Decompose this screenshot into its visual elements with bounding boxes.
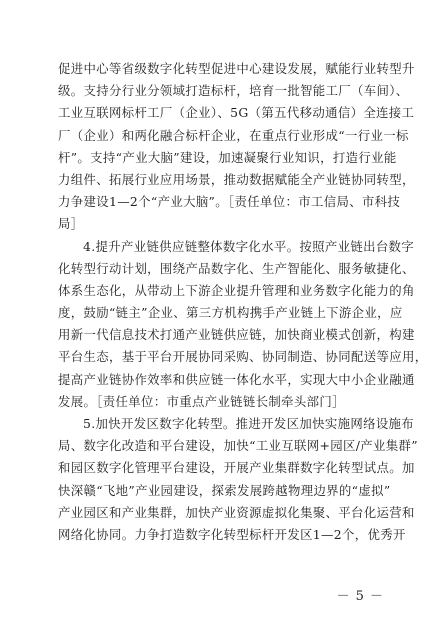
- text-line: 提高产业链协作效率和供应链一体化水平，实现大中小企业融通: [58, 371, 415, 387]
- page-number: － 5 －: [336, 589, 384, 604]
- text-line: 力组件、拓展行业应用场景，推动数据赋能全产业链协同转型，: [58, 171, 415, 187]
- text-line: 级。支持分行业分领域打造标杆，培育一批智能工厂（车间）、: [58, 83, 409, 99]
- text-line: 网络化协同。力争打造数字化转型标杆开发区1—2个，优秀开: [58, 526, 406, 542]
- document-body: [58, 58, 428, 546]
- text-line: 4.提升产业链供应链整体数字化水平。按照产业链出台数字: [83, 238, 415, 254]
- text-line: 化转型行动计划，围绕产品数字化、生产智能化、服务敏捷化、: [58, 260, 415, 276]
- text-line: 度，鼓励“链主”企业、第三方机构携手产业链上下游企业，应: [58, 305, 403, 321]
- text-line: 力争建设1—2个“产业大脑”。［责任单位：市工信局、市科技: [58, 194, 401, 210]
- text-line: 体系生态化，从带动上下游企业提升管理和业务数字化能力的角: [58, 282, 415, 298]
- text-line: 产业园区和产业集群，加快产业资源虚拟化集聚、平台化运营和: [58, 504, 415, 520]
- text-line: 厂（企业）和两化融合标杆企业，在重点行业形成“一行业一标: [58, 127, 409, 143]
- text-line: 5.加快开发区数字化转型。推进开发区加快实施网络设施布: [83, 416, 415, 431]
- text-line: 和园区数字化管理平台建设，开展产业集群数字化转型试点。加: [58, 460, 415, 476]
- text-line: 局］: [58, 216, 84, 232]
- text-line: 工业互联网标杆工厂（企业）、5G（第五代移动通信）全连接工: [58, 105, 415, 121]
- text-line: 发展。［责任单位：市重点产业链链长制牵头部门］: [58, 393, 345, 409]
- text-line: 平台生态，基于平台开展协同采购、协同制造、协同配送等应用，: [58, 349, 428, 365]
- text-line: 快深赣“飞地”产业园建设，探索发展跨越物理边界的“虚拟”: [58, 482, 391, 498]
- text-line: 促进中心等省级数字化转型促进中心建设发展，赋能行业转型升: [58, 61, 415, 76]
- text-line: 用新一代信息技术打通产业链供应链，加快商业模式创新，构建: [58, 327, 415, 343]
- text-line: 杆”。支持“产业大脑”建设，加速凝聚行业知识，打造行业能: [58, 149, 397, 165]
- text-line: 局、数字化改造和平台建设，加快“工业互联网+园区/产业集群”: [58, 438, 418, 454]
